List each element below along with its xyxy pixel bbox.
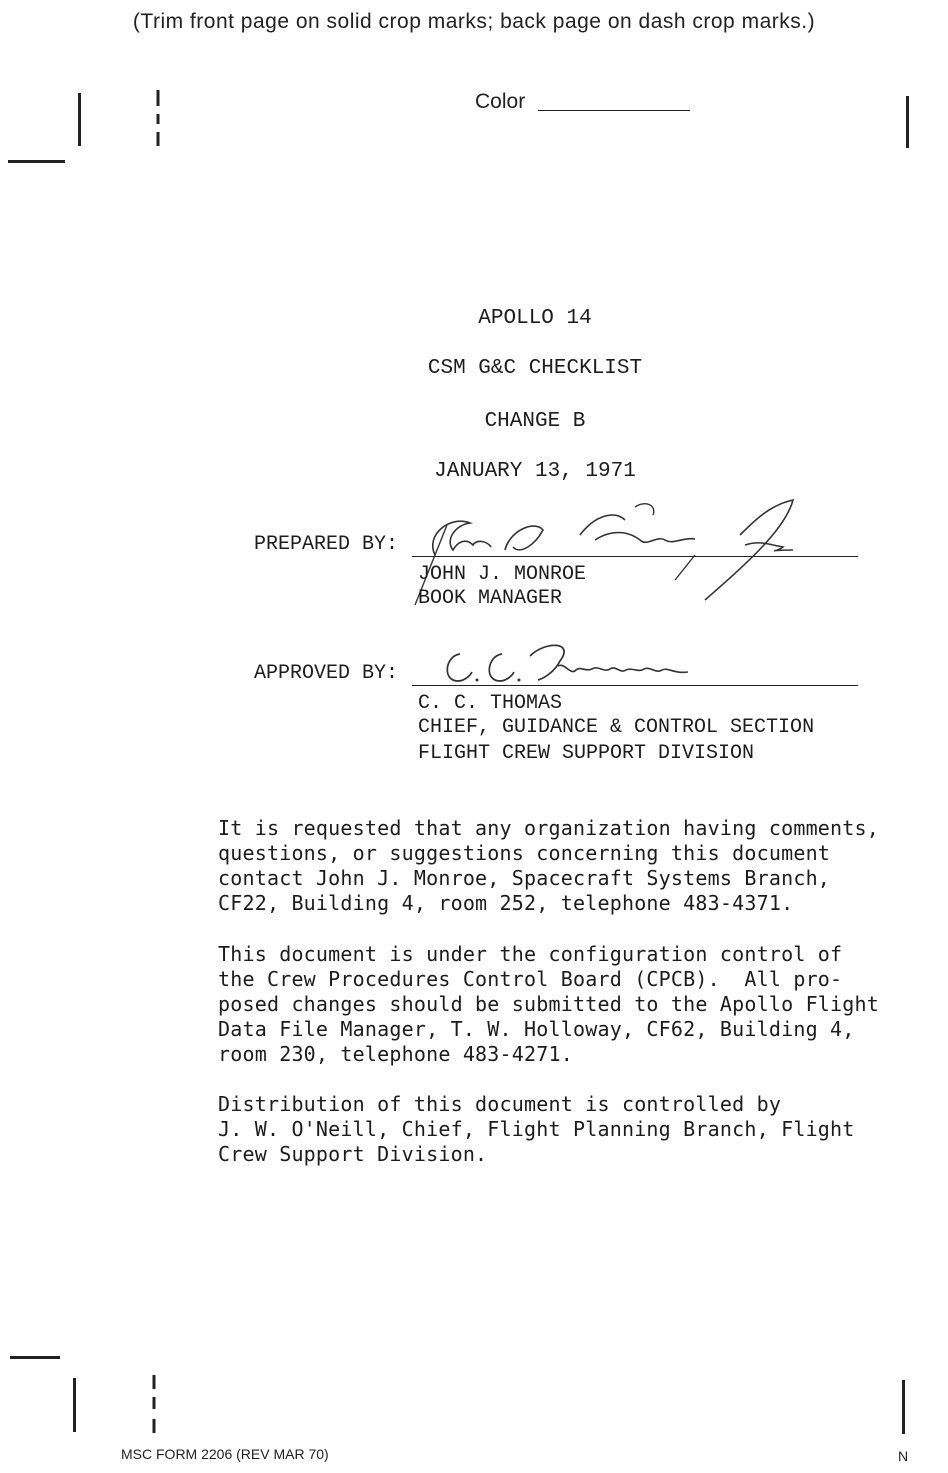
approved-by-label: APPROVED BY: (254, 662, 399, 685)
comments-contact-paragraph: It is requested that any organization having comments, questions, or suggestions concerning this document contact John J. Monroe, Spacecraft Systems Branch, CF22, Building 4, room 252, telephone 483-4371. (218, 816, 880, 915)
crop-mark-solid-horizontal-top-left (8, 160, 65, 163)
document-subtitle: CSM G&C CHECKLIST (427, 357, 643, 380)
trim-instruction: (Trim front page on solid crop marks; back page on dash crop marks.) (132, 10, 816, 33)
corner-mark: N (898, 1448, 909, 1464)
crop-mark-solid-bottom-left (73, 1378, 76, 1432)
approved-by-role: CHIEF, GUIDANCE & CONTROL SECTION (418, 716, 815, 739)
prepared-by-role: BOOK MANAGER (418, 587, 563, 610)
distribution-paragraph: Distribution of this document is controlled by J. W. O'Neill, Chief, Flight Planning Branch, Flight Crew Support Division. (218, 1092, 855, 1166)
document-date: JANUARY 13, 1971 (434, 460, 636, 483)
crop-mark-dash-bottom-left (151, 1375, 157, 1437)
color-blank-line (538, 110, 690, 111)
approved-by-division: FLIGHT CREW SUPPORT DIVISION (418, 742, 755, 765)
crop-mark-solid-bottom-right (902, 1380, 905, 1434)
crop-mark-dash-top-left (155, 90, 161, 150)
crop-mark-solid-horizontal-bottom-left (10, 1356, 60, 1359)
approved-by-name: C. C. THOMAS (418, 692, 563, 715)
approved-signature (430, 636, 730, 696)
crop-mark-solid-top-right (906, 96, 909, 148)
change-designation: CHANGE B (484, 410, 586, 433)
prepared-by-label: PREPARED BY: (254, 533, 399, 556)
prepared-by-name: JOHN J. MONROE (418, 563, 587, 586)
document-title: APOLLO 14 (478, 307, 592, 330)
color-label: Color (475, 90, 526, 113)
form-number: MSC FORM 2206 (REV MAR 70) (121, 1446, 329, 1462)
crop-mark-solid-top-left (78, 93, 81, 146)
configuration-control-paragraph: This document is under the configuration control of the Crew Procedures Control Board (CPCB). All pro- posed changes should be submitted to the Apollo Flight Data File Manager, T. W. Holloway, CF62, Building 4, room 230, telephone 483-4271. (218, 942, 880, 1066)
